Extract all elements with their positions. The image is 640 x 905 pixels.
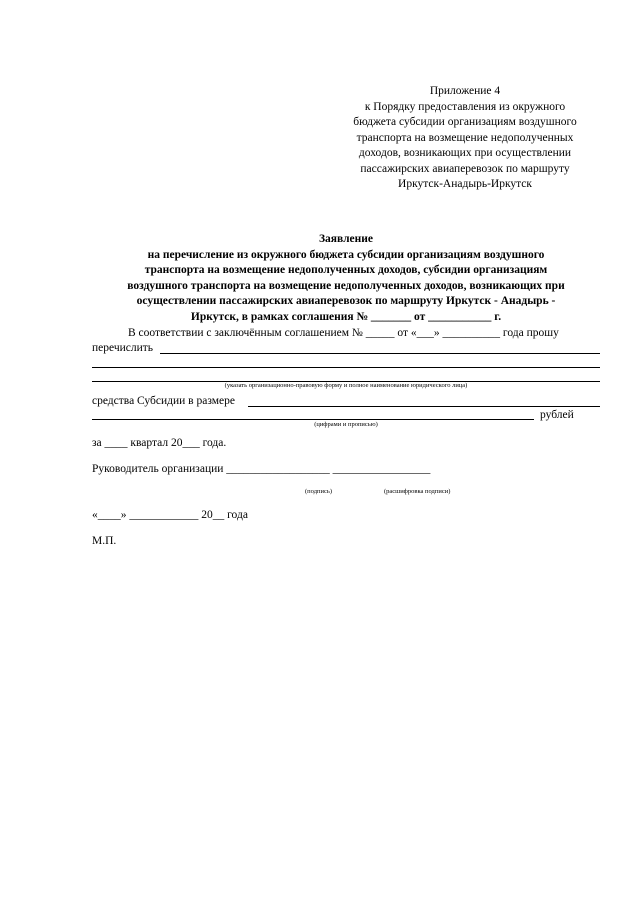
title-heading: Заявление [318,233,373,245]
appendix-header [330,84,600,193]
title-line: воздушного транспорта на возмещение недополученных доходов, возникающих при [127,279,565,292]
amount-field-line-2[interactable] [92,419,534,420]
appendix-line: к Порядку предоставления из окружного [364,100,566,113]
date-line: «____» ____________ 20__ года [92,509,248,521]
recipient-field-line-2[interactable] [92,367,600,368]
title-line: осуществлении пассажирских авиаперевозок по маршруту Иркутск - Анадырь - [136,295,556,307]
appendix-line: Иркутск-Анадырь-Иркутск [398,178,532,190]
quarter-line: за ____ квартал 20___ года. [92,437,227,449]
amount-field-line[interactable] [248,406,600,407]
head-signature-line: Руководитель организации __________________ _________________ [92,463,431,475]
intro-text: В соответствии с заключённым соглашением № _____ от «___» __________ года прошу [128,327,559,339]
appendix-line: доходов, возникающих при осуществлении [358,147,572,159]
amount-label: средства Субсидии в размере [92,395,235,407]
document-title [92,232,600,325]
transfer-label: перечислить [92,342,154,354]
currency-label: рублей [540,409,574,421]
recipient-field-line[interactable] [160,353,600,354]
signature-decode-caption: (расшифровка подписи) [384,488,451,495]
amount-caption: (цифрами и прописью) [314,421,378,428]
appendix-line: бюджета субсидии организациям воздушного [353,116,577,128]
signature-caption: (подпись) [305,488,332,495]
appendix-line: Приложение 4 [429,85,501,97]
title-line: транспорта на возмещение недополученных доходов, субсидии организациям [144,264,548,276]
title-line: Иркутск, в рамках соглашения № _______ от ___________ г. [190,310,502,323]
stamp-mark: М.П. [92,535,117,547]
appendix-line: пассажирских авиаперевозок по маршруту [360,162,570,175]
org-caption: (указать организационно-правовую форму и полное наименование юридического лица) [224,382,468,389]
title-line: на перечисление из окружного бюджета субсидии организациям воздушного [147,248,545,261]
appendix-line: транспорта на возмещение недополученных [356,131,574,144]
